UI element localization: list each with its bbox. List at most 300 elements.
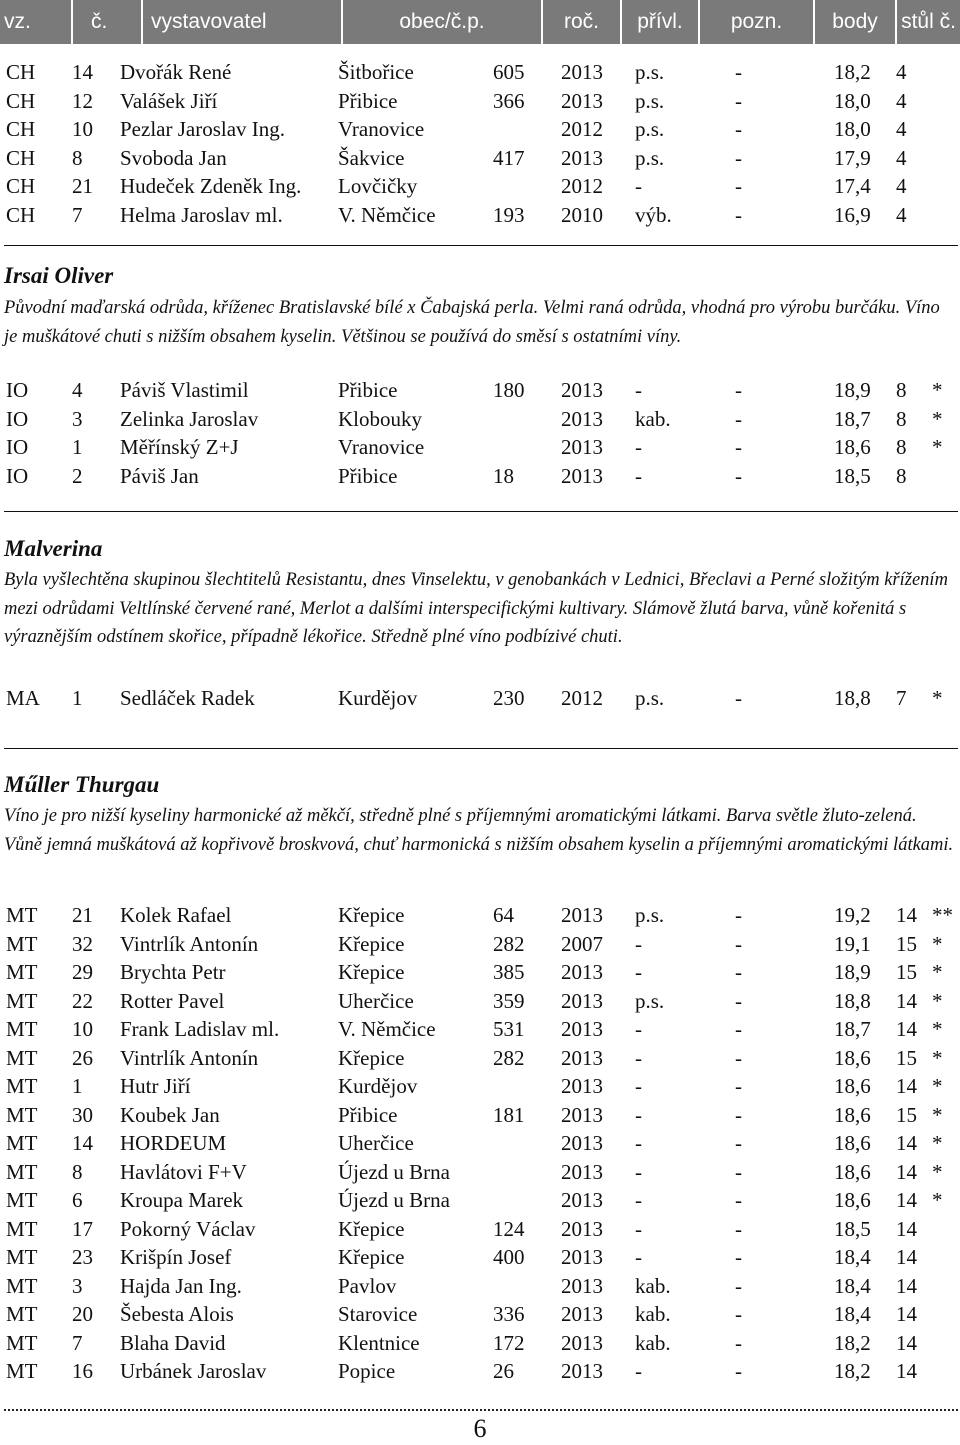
note-cell: -: [735, 1302, 742, 1326]
attribute-cell: výb.: [635, 202, 672, 227]
score-cell: 18,6: [834, 1045, 871, 1070]
house-number-cell: 366: [493, 88, 525, 113]
entry-number-cell: 1: [72, 435, 83, 459]
note-cell: -: [735, 1188, 742, 1212]
table-number-cell: 8: [896, 378, 907, 402]
section-title: Műller Thurgau: [4, 772, 160, 797]
table-row: [0, 405, 960, 433]
table-row: [0, 1329, 960, 1357]
entry-number-cell: 26: [72, 1045, 93, 1070]
category-cell: MA: [6, 686, 40, 710]
vintage-cell: 2013: [561, 378, 603, 402]
table-row: [0, 1044, 960, 1072]
award-cell: *: [932, 931, 943, 956]
entry-number-cell: 10: [72, 117, 93, 141]
entry-number-cell: 1: [72, 686, 83, 710]
award-cell: *: [932, 988, 943, 1013]
award-cell: *: [932, 1188, 943, 1212]
entry-number-cell: 21: [72, 903, 93, 927]
house-number-cell: 282: [493, 1045, 525, 1070]
award-cell: *: [932, 686, 943, 710]
note-cell: -: [735, 88, 742, 113]
attribute-cell: p.s.: [635, 145, 665, 170]
note-cell: -: [735, 1102, 742, 1127]
attribute-cell: p.s.: [635, 686, 665, 710]
entry-number-cell: 3: [72, 1273, 83, 1298]
note-cell: -: [735, 1045, 742, 1070]
category-cell: MT: [6, 1074, 38, 1098]
header-roc: roč.: [543, 0, 622, 44]
category-cell: CH: [6, 202, 36, 227]
note-cell: -: [735, 931, 742, 956]
footer-dotted-rule: [4, 1409, 958, 1411]
table-number-cell: 14: [896, 1245, 917, 1269]
exhibitor-cell: Havlátovi F+V: [120, 1159, 247, 1184]
vintage-cell: 2013: [561, 1159, 603, 1184]
village-cell: Popice: [338, 1359, 396, 1383]
attribute-cell: -: [635, 378, 642, 402]
note-cell: -: [735, 463, 742, 488]
award-cell: *: [932, 1045, 943, 1070]
section-description: Byla vyšlechtěna skupinou šlechtitelů Resistantu, dnes Vinselektu, v genobankách v Lednici, Břeclavi a Perné složitým křížením mezi odrůdami Veltlínské červené rané, Merlot a dalšími interspecifickými kultivary. Slámově žlutá barva, vůně kořenitá s výraznějším odstínem skořice, případně lékořice. Středně plné víno podbízivé chuti.: [4, 570, 948, 647]
exhibitor-cell: Frank Ladislav ml.: [120, 1017, 280, 1041]
note-cell: -: [735, 960, 742, 984]
table-row: [0, 376, 960, 404]
entry-number-cell: 3: [72, 406, 83, 431]
table-number-cell: 14: [896, 988, 917, 1013]
score-cell: 18,6: [834, 1074, 871, 1098]
village-cell: Šitbořice: [338, 60, 414, 84]
score-cell: 18,6: [834, 1102, 871, 1127]
house-number-cell: 193: [493, 202, 525, 227]
attribute-cell: kab.: [635, 406, 671, 431]
entry-number-cell: 16: [72, 1359, 93, 1383]
category-cell: MT: [6, 1045, 38, 1070]
village-cell: Přibice: [338, 463, 398, 488]
table-row: [0, 58, 960, 86]
table-row: [0, 172, 960, 200]
vintage-cell: 2013: [561, 1302, 603, 1326]
vintage-cell: 2013: [561, 1188, 603, 1212]
vintage-cell: 2013: [561, 406, 603, 431]
entry-number-cell: 6: [72, 1188, 83, 1212]
entry-number-cell: 29: [72, 960, 93, 984]
award-cell: *: [932, 960, 943, 984]
entry-number-cell: 7: [72, 202, 83, 227]
exhibitor-cell: Hudeček Zdeněk Ing.: [120, 174, 302, 198]
village-cell: Pavlov: [338, 1273, 397, 1298]
note-cell: -: [735, 117, 742, 141]
table-row: [0, 1101, 960, 1129]
section-divider: [4, 748, 958, 749]
score-cell: 18,4: [834, 1302, 871, 1326]
village-cell: Křepice: [338, 1216, 405, 1241]
award-cell: *: [932, 1074, 943, 1098]
section-title: Irsai Oliver: [4, 263, 114, 288]
attribute-cell: p.s.: [635, 60, 665, 84]
village-cell: Vranovice: [338, 117, 425, 141]
page-number: 6: [473, 1414, 487, 1443]
table-number-cell: 4: [896, 117, 907, 141]
category-cell: MT: [6, 931, 38, 956]
vintage-cell: 2012: [561, 174, 603, 198]
table-row: [0, 87, 960, 115]
house-number-cell: 605: [493, 60, 525, 84]
exhibitor-cell: Páviš Vlastimil: [120, 378, 249, 402]
table-row: [0, 201, 960, 229]
note-cell: -: [735, 378, 742, 402]
category-cell: MT: [6, 1359, 38, 1383]
attribute-cell: -: [635, 174, 642, 198]
score-cell: 18,9: [834, 960, 871, 984]
attribute-cell: -: [635, 1017, 642, 1041]
house-number-cell: 64: [493, 903, 514, 927]
exhibitor-cell: Rotter Pavel: [120, 988, 225, 1013]
score-cell: 19,2: [834, 903, 871, 927]
village-cell: Újezd u Brna: [338, 1159, 450, 1184]
note-cell: -: [735, 202, 742, 227]
village-cell: Klobouky: [338, 406, 422, 431]
header-pozn: pozn.: [700, 0, 815, 44]
attribute-cell: -: [635, 1159, 642, 1184]
entry-number-cell: 8: [72, 145, 83, 170]
table-row: [0, 987, 960, 1015]
exhibitor-cell: Helma Jaroslav ml.: [120, 202, 283, 227]
exhibitor-cell: Kolek Rafael: [120, 903, 232, 927]
table-number-cell: 14: [896, 1159, 917, 1184]
table-row: [0, 1072, 960, 1100]
category-cell: MT: [6, 1245, 38, 1269]
score-cell: 18,8: [834, 988, 871, 1013]
attribute-cell: p.s.: [635, 88, 665, 113]
note-cell: -: [735, 60, 742, 84]
table-number-cell: 14: [896, 1074, 917, 1098]
vintage-cell: 2013: [561, 145, 603, 170]
exhibitor-cell: Pezlar Jaroslav Ing.: [120, 117, 286, 141]
house-number-cell: 172: [493, 1330, 525, 1355]
exhibitor-cell: Brychta Petr: [120, 960, 226, 984]
category-cell: CH: [6, 145, 36, 170]
vintage-cell: 2013: [561, 1273, 603, 1298]
header-privl: přívl.: [622, 0, 700, 44]
exhibitor-cell: Vintrlík Antonín: [120, 931, 259, 956]
category-cell: MT: [6, 1273, 38, 1298]
exhibitor-cell: Kroupa Marek: [120, 1188, 244, 1212]
attribute-cell: -: [635, 931, 642, 956]
attribute-cell: kab.: [635, 1330, 671, 1355]
village-cell: Křepice: [338, 960, 405, 984]
award-cell: *: [932, 1017, 943, 1041]
table-row: [0, 684, 960, 712]
attribute-cell: -: [635, 1245, 642, 1269]
village-cell: Klentnice: [338, 1330, 420, 1355]
table-row: [0, 1015, 960, 1043]
header-vz: vz.: [0, 0, 73, 44]
entry-number-cell: 14: [72, 1131, 93, 1155]
entry-number-cell: 17: [72, 1216, 93, 1241]
entry-number-cell: 23: [72, 1245, 93, 1269]
award-cell: *: [932, 435, 943, 459]
exhibitor-cell: Valášek Jiří: [120, 88, 218, 113]
village-cell: Starovice: [338, 1302, 418, 1326]
entry-number-cell: 20: [72, 1302, 93, 1326]
vintage-cell: 2013: [561, 1216, 603, 1241]
vintage-cell: 2013: [561, 1330, 603, 1355]
category-cell: MT: [6, 1302, 38, 1326]
attribute-cell: kab.: [635, 1273, 671, 1298]
section-description: Původní maďarská odrůda, kříženec Bratislavské bílé x Čabajská perla. Velmi raná odrůda, vhodná pro výrobu burčáku. Víno je muškátové chuti s nižším obsahem kyselin. Většinou se používá do směsí s ostatními víny.: [4, 298, 940, 347]
entry-number-cell: 8: [72, 1159, 83, 1184]
table-row: [0, 144, 960, 172]
category-cell: MT: [6, 1159, 38, 1184]
house-number-cell: 230: [493, 686, 525, 710]
table-number-cell: 14: [896, 903, 917, 927]
exhibitor-cell: Hutr Jiří: [120, 1074, 191, 1098]
house-number-cell: 282: [493, 931, 525, 956]
table-row: [0, 958, 960, 986]
score-cell: 18,6: [834, 435, 871, 459]
table-row: [0, 1243, 960, 1271]
village-cell: Šakvice: [338, 145, 405, 170]
header-c: č.: [73, 0, 143, 44]
note-cell: -: [735, 686, 742, 710]
table-number-cell: 15: [896, 1102, 917, 1127]
attribute-cell: -: [635, 1131, 642, 1155]
vintage-cell: 2013: [561, 903, 603, 927]
table-number-cell: 4: [896, 60, 907, 84]
exhibitor-cell: Dvořák René: [120, 60, 232, 84]
award-cell: *: [932, 1159, 943, 1184]
attribute-cell: -: [635, 1102, 642, 1127]
award-cell: *: [932, 378, 943, 402]
note-cell: -: [735, 1216, 742, 1241]
attribute-cell: p.s.: [635, 988, 665, 1013]
village-cell: Přibice: [338, 88, 398, 113]
village-cell: Uherčice: [338, 1131, 414, 1155]
table-row: [0, 462, 960, 490]
entry-number-cell: 7: [72, 1330, 83, 1355]
entry-number-cell: 32: [72, 931, 93, 956]
vintage-cell: 2013: [561, 1245, 603, 1269]
exhibitor-cell: Měřínský Z+J: [120, 435, 239, 459]
table-row: [0, 1357, 960, 1385]
section-description: Víno je pro nižší kyseliny harmonické až měkčí, středně plné s příjemnými aromatickými látkami. Barva světle žluto-zelená. Vůně jemná muškátová až kopřivově broskvová, chuť harmonická s nižším obsahem kyselin a příjemnými aromatickými látkami.: [4, 806, 954, 855]
village-cell: Křepice: [338, 1045, 405, 1070]
category-cell: MT: [6, 1131, 38, 1155]
header-vystavovatel: vystavovatel: [143, 0, 343, 44]
table-number-cell: 14: [896, 1359, 917, 1383]
house-number-cell: 124: [493, 1216, 525, 1241]
category-cell: CH: [6, 88, 36, 113]
table-row: [0, 901, 960, 929]
attribute-cell: -: [635, 1359, 642, 1383]
attribute-cell: kab.: [635, 1302, 671, 1326]
table-row: [0, 1158, 960, 1186]
village-cell: V. Němčice: [338, 1017, 436, 1041]
exhibitor-cell: Sedláček Radek: [120, 686, 255, 710]
award-cell: *: [932, 1131, 943, 1155]
vintage-cell: 2013: [561, 1045, 603, 1070]
attribute-cell: -: [635, 960, 642, 984]
house-number-cell: 181: [493, 1102, 525, 1127]
exhibitor-cell: Šebesta Alois: [120, 1302, 234, 1326]
score-cell: 18,2: [834, 60, 871, 84]
note-cell: -: [735, 406, 742, 431]
score-cell: 16,9: [834, 202, 871, 227]
entry-number-cell: 21: [72, 174, 93, 198]
entry-number-cell: 12: [72, 88, 93, 113]
house-number-cell: 531: [493, 1017, 525, 1041]
category-cell: MT: [6, 960, 38, 984]
table-header: [0, 0, 960, 44]
vintage-cell: 2013: [561, 88, 603, 113]
village-cell: Kurdějov: [338, 1074, 418, 1098]
table-number-cell: 14: [896, 1302, 917, 1326]
village-cell: Uherčice: [338, 988, 414, 1013]
vintage-cell: 2013: [561, 463, 603, 488]
entry-number-cell: 22: [72, 988, 93, 1013]
category-cell: CH: [6, 60, 36, 84]
table-number-cell: 4: [896, 145, 907, 170]
category-cell: MT: [6, 903, 38, 927]
table-number-cell: 14: [896, 1273, 917, 1298]
award-cell: *: [932, 1102, 943, 1127]
category-cell: CH: [6, 117, 36, 141]
attribute-cell: p.s.: [635, 903, 665, 927]
village-cell: Újezd u Brna: [338, 1188, 450, 1212]
village-cell: Křepice: [338, 931, 405, 956]
score-cell: 18,6: [834, 1159, 871, 1184]
attribute-cell: -: [635, 463, 642, 488]
header-body: body: [815, 0, 897, 44]
vintage-cell: 2013: [561, 60, 603, 84]
score-cell: 17,4: [834, 174, 871, 198]
header-obec: obec/č.p.: [343, 0, 543, 44]
table-row: [0, 1215, 960, 1243]
section-title: Malverina: [4, 536, 103, 561]
table-row: [0, 1272, 960, 1300]
village-cell: Přibice: [338, 1102, 398, 1127]
table-number-cell: 14: [896, 1188, 917, 1212]
score-cell: 18,2: [834, 1359, 871, 1383]
village-cell: Lovčičky: [338, 174, 418, 198]
category-cell: MT: [6, 1216, 38, 1241]
note-cell: -: [735, 1159, 742, 1184]
note-cell: -: [735, 435, 742, 459]
village-cell: Přibice: [338, 378, 398, 402]
header-stul: stůl č.: [901, 10, 956, 33]
house-number-cell: 18: [493, 463, 514, 488]
exhibitor-cell: Vintrlík Antonín: [120, 1045, 259, 1070]
attribute-cell: -: [635, 1188, 642, 1212]
category-cell: CH: [6, 174, 36, 198]
village-cell: Křepice: [338, 903, 405, 927]
vintage-cell: 2013: [561, 1017, 603, 1041]
village-cell: Křepice: [338, 1245, 405, 1269]
vintage-cell: 2013: [561, 1102, 603, 1127]
vintage-cell: 2012: [561, 117, 603, 141]
score-cell: 18,7: [834, 406, 871, 431]
award-cell: *: [932, 406, 943, 431]
award-cell: **: [932, 903, 953, 927]
vintage-cell: 2007: [561, 931, 603, 956]
note-cell: -: [735, 1131, 742, 1155]
note-cell: -: [735, 1359, 742, 1383]
house-number-cell: 400: [493, 1245, 525, 1269]
exhibitor-cell: Koubek Jan: [120, 1102, 220, 1127]
attribute-cell: p.s.: [635, 117, 665, 141]
note-cell: -: [735, 174, 742, 198]
table-row: [0, 1129, 960, 1157]
category-cell: IO: [6, 406, 29, 431]
attribute-cell: -: [635, 1216, 642, 1241]
exhibitor-cell: Zelinka Jaroslav: [120, 406, 259, 431]
entry-number-cell: 1: [72, 1074, 83, 1098]
table-number-cell: 4: [896, 202, 907, 227]
score-cell: 18,6: [834, 1188, 871, 1212]
score-cell: 18,0: [834, 88, 871, 113]
table-number-cell: 8: [896, 463, 907, 488]
note-cell: -: [735, 1245, 742, 1269]
table-number-cell: 14: [896, 1216, 917, 1241]
note-cell: -: [735, 145, 742, 170]
exhibitor-cell: Hajda Jan Ing.: [120, 1273, 242, 1298]
score-cell: 18,6: [834, 1131, 871, 1155]
table-number-cell: 15: [896, 960, 917, 984]
entry-number-cell: 10: [72, 1017, 93, 1041]
score-cell: 19,1: [834, 931, 871, 956]
village-cell: Vranovice: [338, 435, 425, 459]
exhibitor-cell: Svoboda Jan: [120, 145, 227, 170]
score-cell: 18,2: [834, 1330, 871, 1355]
attribute-cell: -: [635, 1045, 642, 1070]
score-cell: 17,9: [834, 145, 871, 170]
note-cell: -: [735, 903, 742, 927]
attribute-cell: -: [635, 435, 642, 459]
note-cell: -: [735, 1017, 742, 1041]
vintage-cell: 2013: [561, 1131, 603, 1155]
section-divider: [4, 245, 958, 246]
house-number-cell: 359: [493, 988, 525, 1013]
entry-number-cell: 14: [72, 60, 93, 84]
category-cell: IO: [6, 378, 29, 402]
table-number-cell: 4: [896, 88, 907, 113]
entry-number-cell: 4: [72, 378, 83, 402]
entry-number-cell: 2: [72, 463, 83, 488]
category-cell: IO: [6, 435, 29, 459]
exhibitor-cell: Urbánek Jaroslav: [120, 1359, 267, 1383]
table-number-cell: 14: [896, 1131, 917, 1155]
table-number-cell: 7: [896, 686, 907, 710]
house-number-cell: 26: [493, 1359, 514, 1383]
house-number-cell: 385: [493, 960, 525, 984]
exhibitor-cell: Krišpín Josef: [120, 1245, 232, 1269]
village-cell: Kurdějov: [338, 686, 418, 710]
category-cell: IO: [6, 463, 29, 488]
vintage-cell: 2012: [561, 686, 603, 710]
score-cell: 18,0: [834, 117, 871, 141]
table-number-cell: 8: [896, 435, 907, 459]
house-number-cell: 336: [493, 1302, 525, 1326]
table-row: [0, 433, 960, 461]
village-cell: V. Němčice: [338, 202, 436, 227]
table-row: [0, 930, 960, 958]
score-cell: 18,5: [834, 1216, 871, 1241]
score-cell: 18,9: [834, 378, 871, 402]
attribute-cell: -: [635, 1074, 642, 1098]
exhibitor-cell: Pokorný Václav: [120, 1216, 256, 1241]
table-number-cell: 15: [896, 1045, 917, 1070]
